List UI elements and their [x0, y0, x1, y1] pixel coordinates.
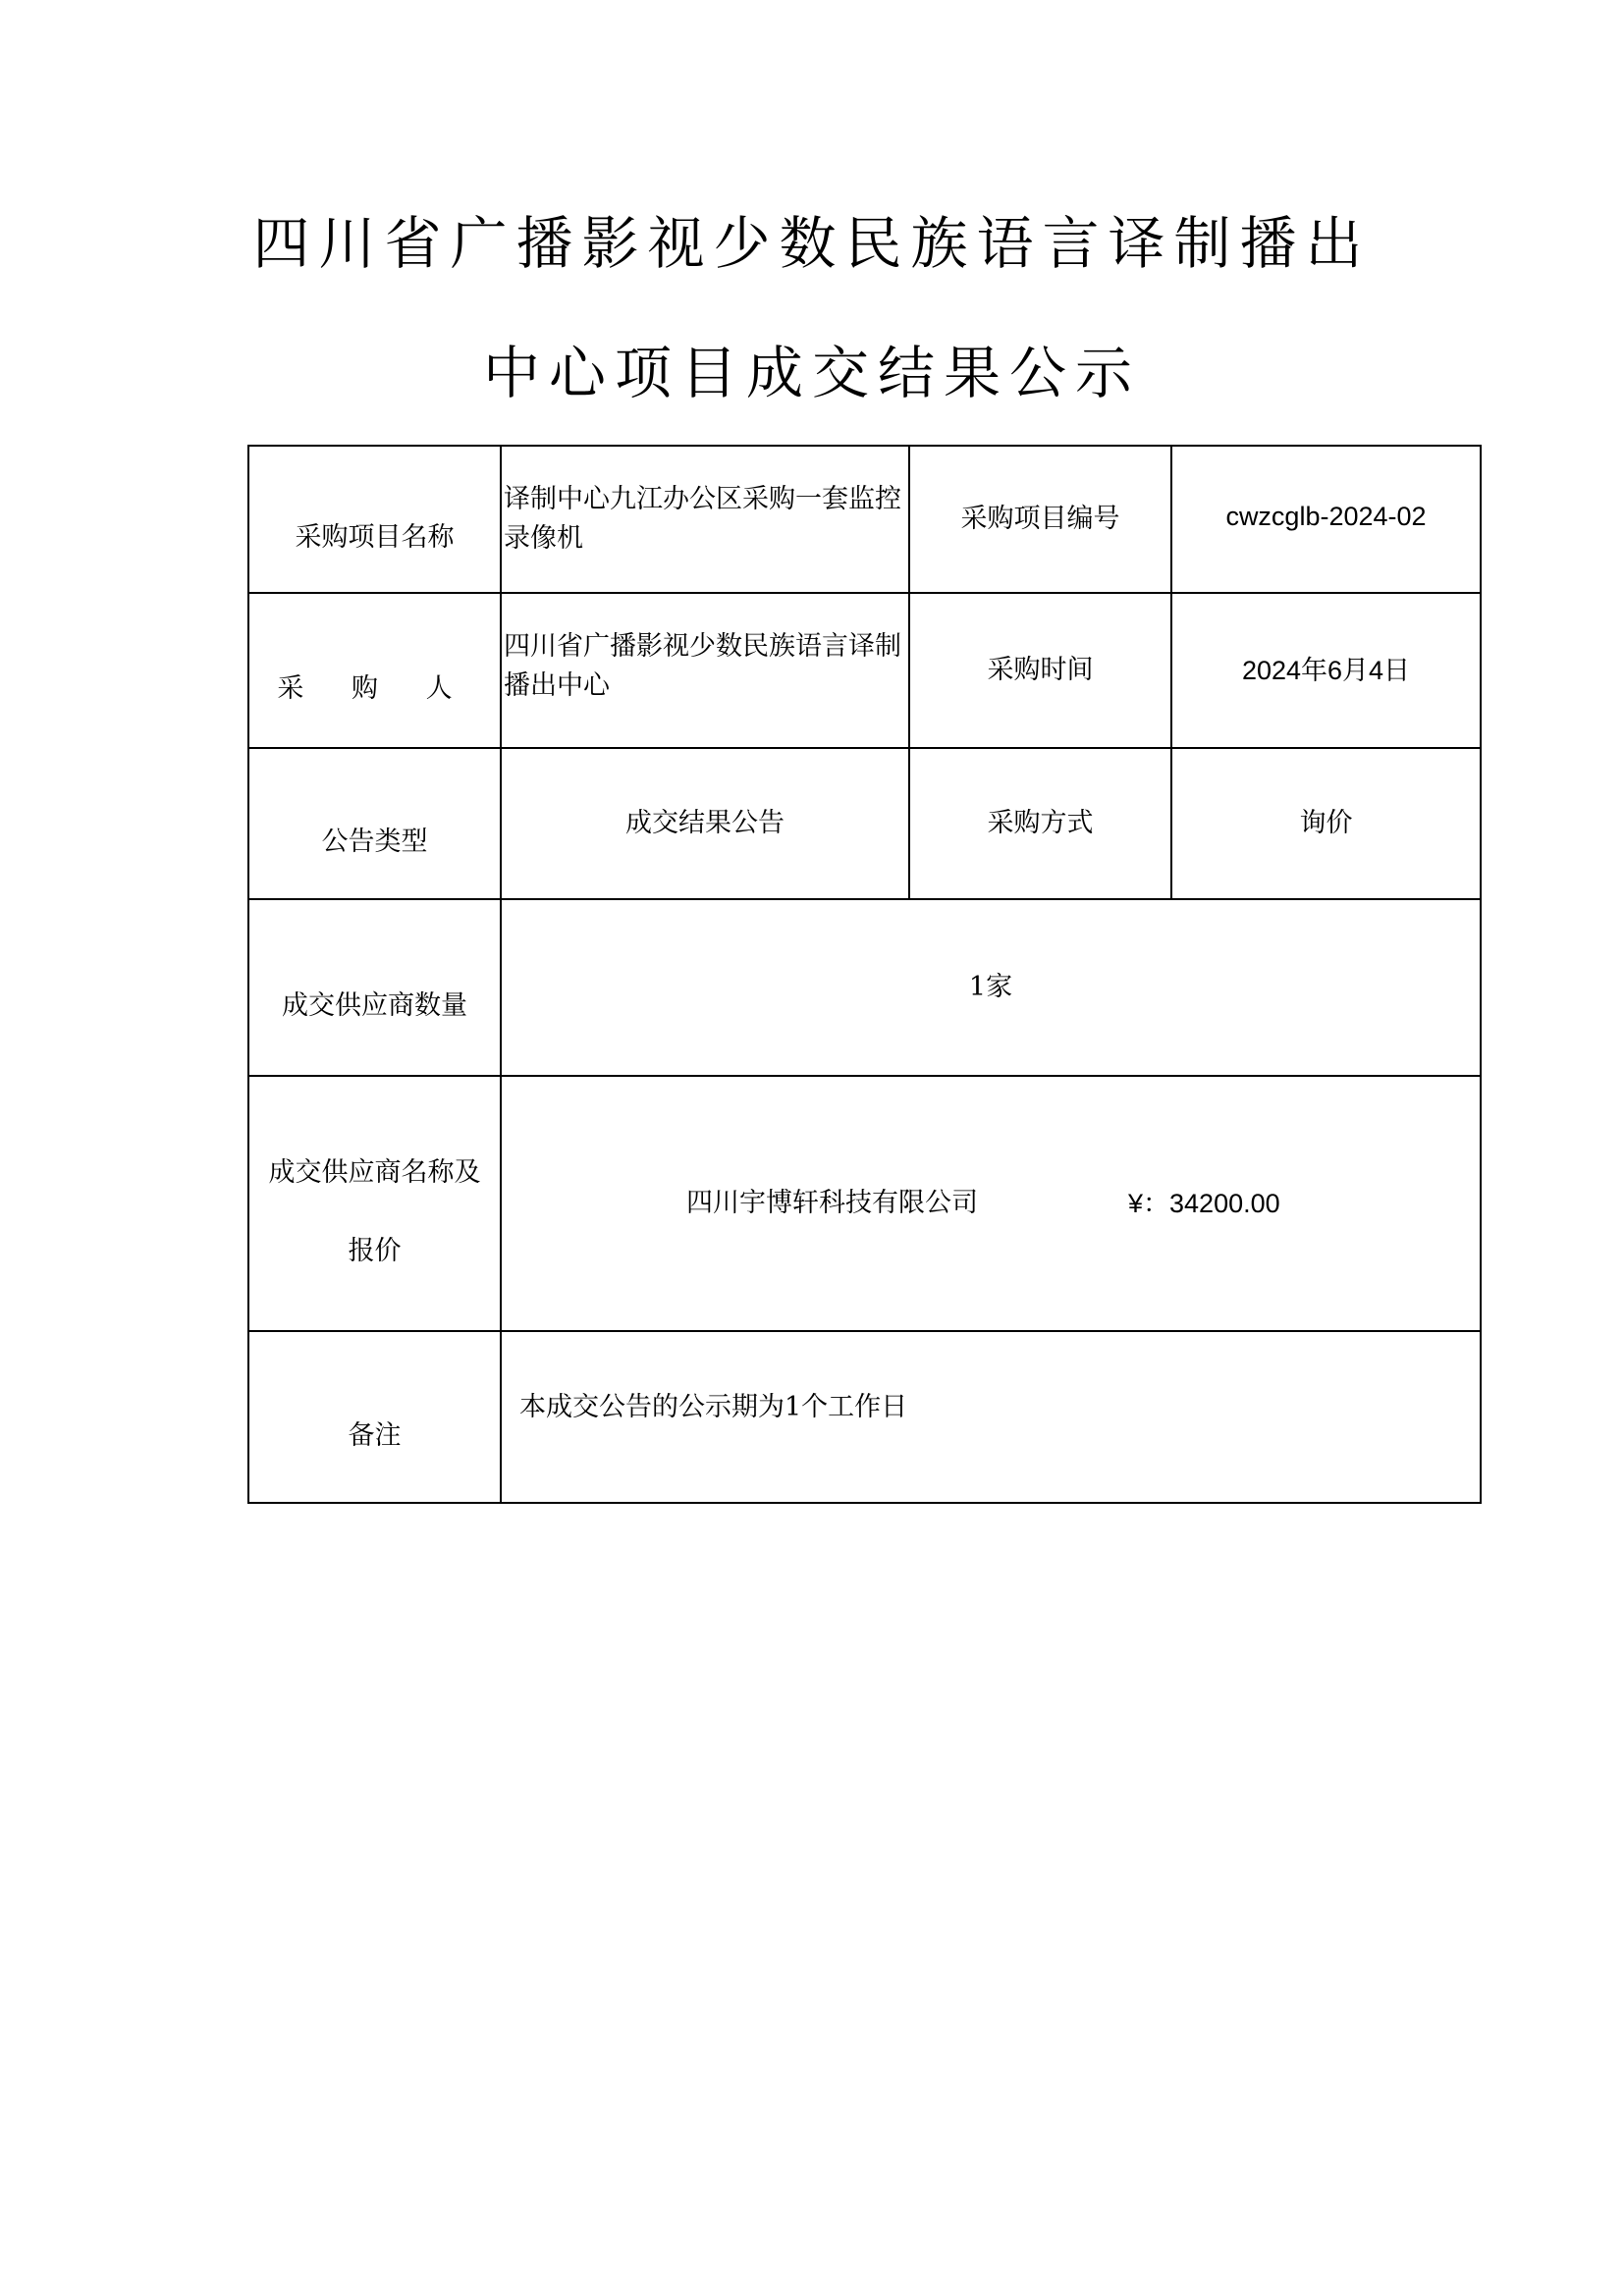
- project-code-label: 采购项目编号: [909, 446, 1171, 593]
- supplier-label-line-2: 报价: [348, 1236, 402, 1266]
- table-row: [248, 446, 1481, 593]
- notice-type-value: 成交结果公告: [501, 748, 909, 899]
- remark-label: 备注: [248, 1331, 501, 1503]
- document-title-line-1: 四川省广播影视少数民族语言译制播出: [252, 210, 1372, 277]
- remark-value: 本成交公告的公示期为1个工作日: [501, 1331, 1481, 1503]
- supplier-label-line-1: 成交供应商名称及: [268, 1157, 481, 1188]
- supplier-name-price-label: [248, 1076, 501, 1331]
- result-notice-table: [247, 445, 1482, 1504]
- table-row: [248, 899, 1481, 1076]
- supplier-price: ¥：34200.00: [1128, 1189, 1280, 1218]
- table-row: [248, 1331, 1481, 1503]
- purchase-method-value: 询价: [1171, 748, 1481, 899]
- project-code-value: cwzcglb-2024-02: [1171, 446, 1481, 593]
- purchase-time-value: 2024年6月4日: [1171, 593, 1481, 748]
- supplier-name: 四川宇博轩科技有限公司: [686, 1188, 978, 1218]
- supplier-count-label: 成交供应商数量: [248, 899, 501, 1076]
- purchase-time-label: 采购时间: [909, 593, 1171, 748]
- table-row: [248, 748, 1481, 899]
- table-row: [248, 593, 1481, 748]
- purchase-method-label: 采购方式: [909, 748, 1171, 899]
- purchaser-label: 采 购 人: [248, 593, 501, 748]
- purchaser-value: 四川省广播影视少数民族语言译制播出中心: [501, 593, 909, 748]
- project-name-value: 译制中心九江办公区采购一套监控录像机: [501, 446, 909, 593]
- project-name-label: 采购项目名称: [248, 446, 501, 593]
- supplier-count-value: 1家: [501, 899, 1481, 1076]
- table-row: [248, 1076, 1481, 1331]
- document-title-line-2: 中心项目成交结果公示: [482, 340, 1141, 406]
- supplier-name-price-value: [501, 1076, 1481, 1331]
- notice-type-label: 公告类型: [248, 748, 501, 899]
